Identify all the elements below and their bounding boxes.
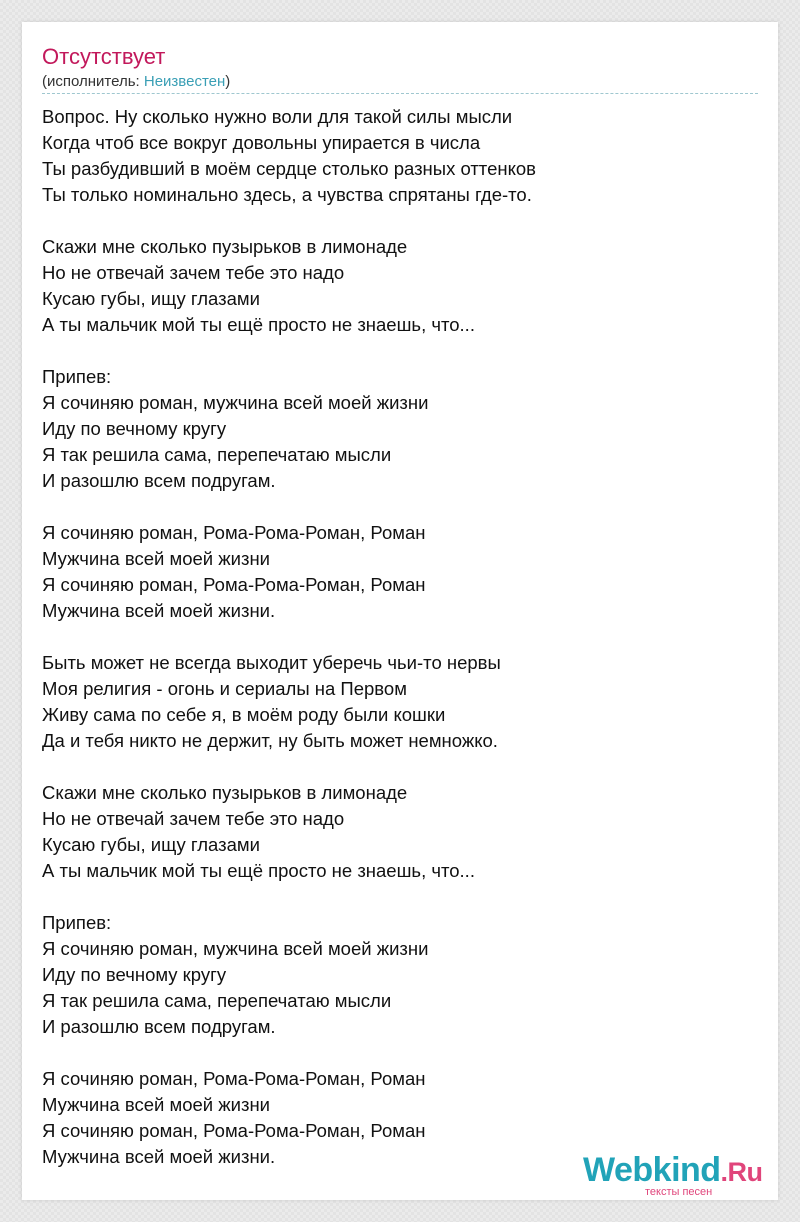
lyrics-line: Но не отвечай зачем тебе это надо xyxy=(42,262,345,283)
artist-link[interactable]: Неизвестен xyxy=(143,73,226,90)
lyrics-stanza xyxy=(42,910,758,1040)
lyrics-line: Вопрос. Ну сколько нужно воли для такой силы мысли xyxy=(42,106,513,127)
lyrics-line: Я сочиняю роман, Рома-Рома-Роман, Роман xyxy=(42,1068,426,1089)
lyrics-stanza xyxy=(42,364,758,494)
lyrics-stanza xyxy=(42,650,758,754)
logo-subtitle: тексты песен xyxy=(645,1186,713,1198)
lyrics-line: Живу сама по себе я, в моём роду были кошки xyxy=(42,704,446,725)
lyrics-line: Кусаю губы, ищу глазами xyxy=(42,834,260,855)
lyrics-line: Когда чтоб все вокруг довольны упирается в числа xyxy=(42,132,481,153)
lyrics-line: Припев: xyxy=(42,366,112,387)
lyrics-line: Скажи мне сколько пузырьков в лимонаде xyxy=(42,782,408,803)
title-divider xyxy=(42,93,758,94)
lyrics-line: И разошлю всем подругам. xyxy=(42,470,276,491)
lyrics-line: Мужчина всей моей жизни. xyxy=(42,600,276,621)
lyrics-line: Я сочиняю роман, мужчина всей моей жизни xyxy=(42,938,429,959)
lyrics-line: Ты разбудивший в моём сердце столько разных оттенков xyxy=(42,158,536,179)
logo-main-text: Webkind xyxy=(583,1151,721,1189)
song-title: Отсутствует xyxy=(42,44,166,69)
lyrics-line: Я сочиняю роман, Рома-Рома-Роман, Роман xyxy=(42,1120,426,1141)
artist-prefix: (исполнитель: xyxy=(42,73,144,90)
lyrics-line: Скажи мне сколько пузырьков в лимонаде xyxy=(42,236,408,257)
lyrics-line: Иду по вечному кругу xyxy=(42,964,227,985)
lyrics-line: Мужчина всей моей жизни xyxy=(42,548,271,569)
lyrics-line: Да и тебя никто не держит, ну быть может немножко. xyxy=(42,730,498,751)
lyrics-stanza xyxy=(42,104,758,208)
lyrics-line: Но не отвечай зачем тебе это надо xyxy=(42,808,345,829)
artist-line xyxy=(42,73,230,91)
lyrics-line: Иду по вечному кругу xyxy=(42,418,227,439)
lyrics-line: Мужчина всей моей жизни xyxy=(42,1094,271,1115)
lyrics-line: Ты только номинально здесь, а чувства спрятаны где-то. xyxy=(42,184,532,205)
lyrics-line: И разошлю всем подругам. xyxy=(42,1016,276,1037)
lyrics-stanza xyxy=(42,780,758,884)
lyrics-line: Я так решила сама, перепечатаю мысли xyxy=(42,990,392,1011)
lyrics-line: Я так решила сама, перепечатаю мысли xyxy=(42,444,392,465)
lyrics-line: А ты мальчик мой ты ещё просто не знаешь, что... xyxy=(42,860,475,881)
lyrics-line: А ты мальчик мой ты ещё просто не знаешь, что... xyxy=(42,314,475,335)
lyrics-line: Я сочиняю роман, Рома-Рома-Роман, Роман xyxy=(42,522,426,543)
lyrics-stanza xyxy=(42,520,758,624)
lyrics-line: Быть может не всегда выходит уберечь чьи-то нервы xyxy=(42,652,501,673)
lyrics-line: Мужчина всей моей жизни. xyxy=(42,1146,276,1167)
lyrics-stanza xyxy=(42,234,758,338)
lyrics-card xyxy=(22,22,778,1200)
lyrics-line: Припев: xyxy=(42,912,112,933)
logo-suffix-text: .Ru xyxy=(720,1157,763,1187)
lyrics-body xyxy=(42,104,758,1170)
lyrics-line: Я сочиняю роман, мужчина всей моей жизни xyxy=(42,392,429,413)
site-logo[interactable] xyxy=(583,1150,778,1196)
lyrics-line: Кусаю губы, ищу глазами xyxy=(42,288,260,309)
lyrics-line: Я сочиняю роман, Рома-Рома-Роман, Роман xyxy=(42,574,426,595)
artist-suffix: ) xyxy=(225,73,231,90)
lyrics-line: Моя религия - огонь и сериалы на Первом xyxy=(42,678,407,699)
